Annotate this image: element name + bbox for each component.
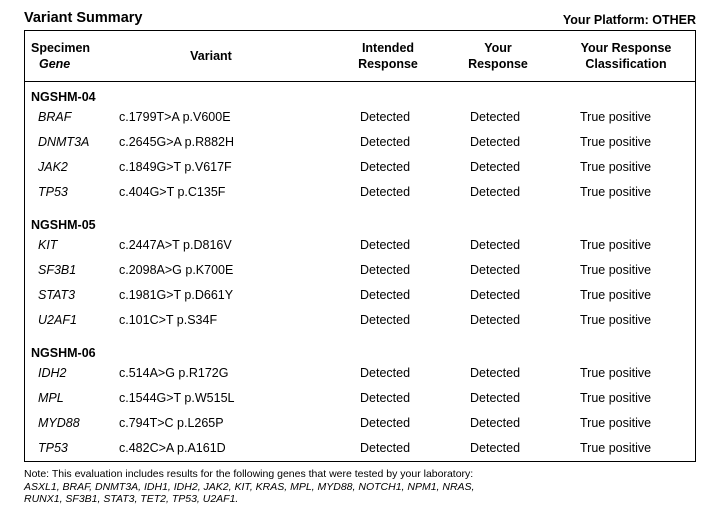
gene-cell: KIT [38,238,58,252]
classification-cell: True positive [580,416,652,430]
response-cell: Detected [470,441,521,455]
header-classification [571,31,681,81]
classification-cell: True positive [580,391,652,405]
header-your-response [453,31,543,81]
footnote [24,468,704,506]
intended-cell: Detected [360,288,411,302]
table-row [25,438,695,458]
gene-cell: BRAF [38,110,72,124]
header-your-line2: Response [468,57,528,71]
intended-cell: Detected [360,416,411,430]
classification-cell: True positive [580,263,652,277]
gene-cell: TP53 [38,441,68,455]
table-row [25,132,695,152]
intended-cell: Detected [360,135,411,149]
specimen-title: NGSHM-04 [31,90,96,104]
footnote-genes-line2: RUNX1, SF3B1, STAT3, TET2, TP53, U2AF1. [24,493,239,505]
response-cell: Detected [470,391,521,405]
classification-cell: True positive [580,135,652,149]
footnote-text: Note: This evaluation includes results for the following genes that were tested by your laboratory: [24,468,474,480]
variant-cell: c.514A>G p.R172G [119,366,229,380]
gene-cell: IDH2 [38,366,67,380]
classification-cell: True positive [580,441,652,455]
response-cell: Detected [470,288,521,302]
gene-cell: SF3B1 [38,263,77,277]
intended-cell: Detected [360,160,411,174]
intended-cell: Detected [360,313,411,327]
response-cell: Detected [470,135,521,149]
gene-cell: STAT3 [38,288,76,302]
specimen-title: NGSHM-05 [31,218,96,232]
response-cell: Detected [470,416,521,430]
intended-cell: Detected [360,391,411,405]
intended-cell: Detected [360,366,411,380]
table-row [25,310,695,330]
table-row [25,182,695,202]
classification-cell: True positive [580,366,652,380]
header-specimen-label: Specimen [31,41,91,55]
table-row [25,157,695,177]
variant-cell: c.1981G>T p.D661Y [119,288,234,302]
variant-cell: c.2447A>T p.D816V [119,238,232,252]
table-row [25,235,695,255]
footnote-genes-line1: ASXL1, BRAF, DNMT3A, IDH1, IDH2, JAK2, KIT, KRAS, MPL, MYD88, NOTCH1, NPM1, NRAS, [24,480,475,493]
platform-label: Your Platform: OTHER [562,13,696,27]
table-row [25,363,695,383]
table-row [25,413,695,433]
page-title: Variant Summary [24,10,143,26]
variant-cell: c.101C>T p.S34F [119,313,218,327]
variant-cell: c.794T>C p.L265P [119,416,224,430]
table-row [25,260,695,280]
variant-cell: c.2645G>A p.R882H [119,135,235,149]
header-your-line1: Your [484,41,512,55]
gene-cell: TP53 [38,185,68,199]
header-intended-line2: Response [358,57,418,71]
variant-cell: c.404G>T p.C135F [119,185,226,199]
gene-cell: MYD88 [38,416,80,430]
classification-cell: True positive [580,110,652,124]
variant-cell: c.2098A>G p.K700E [119,263,234,277]
classification-cell: True positive [580,185,652,199]
specimen-title: NGSHM-06 [31,346,96,360]
header-specimen [31,31,111,81]
gene-cell: JAK2 [38,160,68,174]
variant-cell: c.1799T>A p.V600E [119,110,231,124]
table-row [25,285,695,305]
intended-cell: Detected [360,238,411,252]
table-header [25,31,695,82]
response-cell: Detected [470,263,521,277]
header-variant: Variant [190,49,232,63]
classification-cell: True positive [580,313,652,327]
header-class-line2: Classification [585,57,667,71]
classification-cell: True positive [580,238,652,252]
header-class-line1: Your Response [580,41,672,55]
table-row [25,107,695,127]
intended-cell: Detected [360,185,411,199]
header-intended-response [343,31,433,81]
gene-cell: MPL [38,391,64,405]
response-cell: Detected [470,160,521,174]
response-cell: Detected [470,313,521,327]
variant-cell: c.1544G>T p.W515L [119,391,235,405]
variant-cell: c.482C>A p.A161D [119,441,226,455]
intended-cell: Detected [360,263,411,277]
header-gene-label: Gene [39,57,71,71]
header-intended-line1: Intended [361,41,415,55]
classification-cell: True positive [580,160,652,174]
variant-table [24,30,696,462]
variant-cell: c.1849G>T p.V617F [119,160,232,174]
response-cell: Detected [470,366,521,380]
response-cell: Detected [470,185,521,199]
gene-cell: U2AF1 [38,313,77,327]
intended-cell: Detected [360,441,411,455]
classification-cell: True positive [580,288,652,302]
response-cell: Detected [470,110,521,124]
table-row [25,388,695,408]
intended-cell: Detected [360,110,411,124]
gene-cell: DNMT3A [38,135,90,149]
response-cell: Detected [470,238,521,252]
